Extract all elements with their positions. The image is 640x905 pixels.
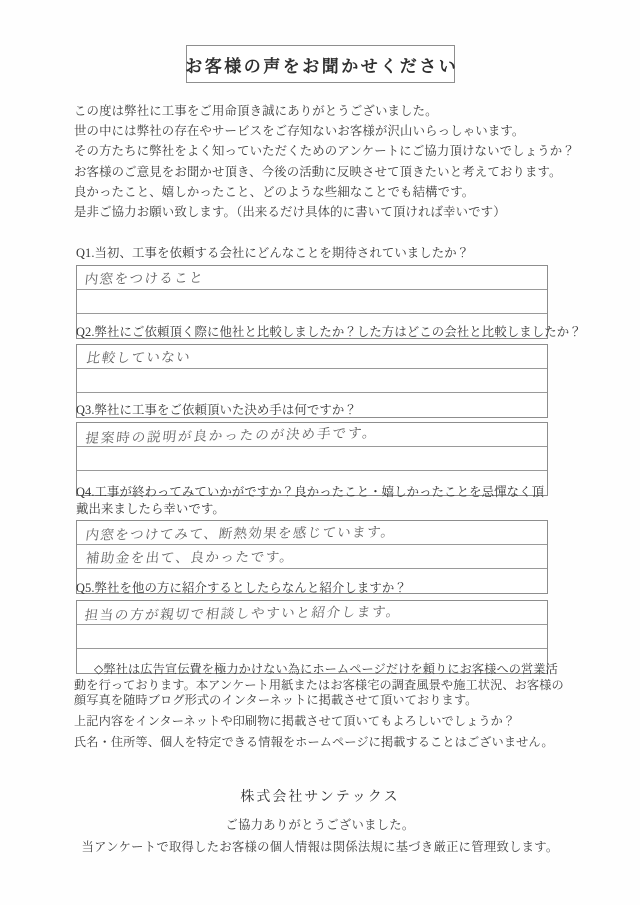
answer-row[interactable] [77,447,547,471]
question-block-q3 [76,402,548,496]
notice-consent-question: 上記内容をインターネットや印刷物に掲載させて頂いてもよろしいでしょうか？ [74,714,516,728]
intro-paragraph [74,104,574,225]
page-title-box [185,45,459,83]
handwritten-answer: 内窓をつけてみて、断熱効果を感じています。 [84,524,397,544]
question-label-q5: Q5.弊社を他の方に紹介するとしたらなんと紹介しますか？ [76,581,407,595]
question-label-q3: Q3.弊社に工事をご依頼頂いた決め手は何ですか？ [76,403,357,417]
answer-row[interactable] [77,601,547,625]
closing-thanks: ご協力ありがとうございました。 [225,818,415,832]
page-title: お客様の声をお聞かせください [185,56,459,76]
intro-line: 世の中には弊社の存在やサービスをご存知ないお客様が沢山いらっしゃいます。 [74,124,525,139]
handwritten-answer: 提案時の説明が良かったのが決め手です。 [84,424,379,447]
notice-paragraph: ◇弊社は広告宣伝費を極力かけない為にホームページだけを頼りにお客様への営業活動を行っております。本アンケート用紙またはお客様宅の調査風景や施工状況、お客様の顔写真を随時ブログ形式のインターネットに掲載させて頂いております。 [74,662,564,707]
handwritten-answer: 補助金を出て、良かったです。 [84,549,296,567]
company-name: 株式会社サンテックス [240,790,400,805]
answer-row[interactable] [77,290,547,314]
question-block-q4 [76,484,548,594]
publication-notice [74,662,564,756]
closing-block [0,818,640,862]
question-block-q5 [76,580,548,674]
answer-row[interactable] [77,625,547,649]
answer-row[interactable] [77,345,547,369]
intro-line: お客様のご意見をお聞かせ頂き、今後の活動に反映させて頂きたいと考えております。 [74,164,562,179]
answer-row[interactable] [77,423,547,447]
intro-line: 是非ご協力お願い致します。（出来るだけ具体的に書いて頂ければ幸いです） [74,204,506,219]
answer-row[interactable] [77,369,547,393]
answer-row[interactable] [77,545,547,569]
answer-row[interactable] [77,521,547,545]
intro-line: この度は弊社に工事をご用命頂き誠にありがとうございました。 [74,104,438,118]
handwritten-answer: 内窓をつけること [83,269,205,288]
handwritten-answer: 比較していない [85,349,193,366]
question-label-q4: Q4.工事が終わってみていかがですか？良かったこと・嬉しかったことを忌憚なく頂戴出来ましたら幸いです。 [76,485,545,516]
intro-line: 良かったこと、嬉しかったこと、どのような些細なことでも結構です。 [74,184,475,199]
notice-privacy-line: 氏名・住所等、個人を特定できる情報をホームページに掲載することはございません。 [74,735,554,749]
question-label-q2: Q2.弊社にご依頼頂く際に他社と比較しましたか？した方はどこの会社と比較しましたか？ [76,325,582,339]
intro-line: その方たちに弊社をよく知っていただくためのアンケートにご協力頂けないでしょうか？ [74,144,575,159]
closing-privacy: 当アンケートで取得したお客様の個人情報は関係法規に基づき厳正に管理致します。 [81,840,559,854]
question-label-q1: Q1.当初、工事を依頼する会社にどんなことを期待されていましたか？ [76,246,470,260]
handwritten-answer: 担当の方が親切で相談しやすいと紹介します。 [83,603,403,624]
answer-row[interactable] [77,266,547,290]
